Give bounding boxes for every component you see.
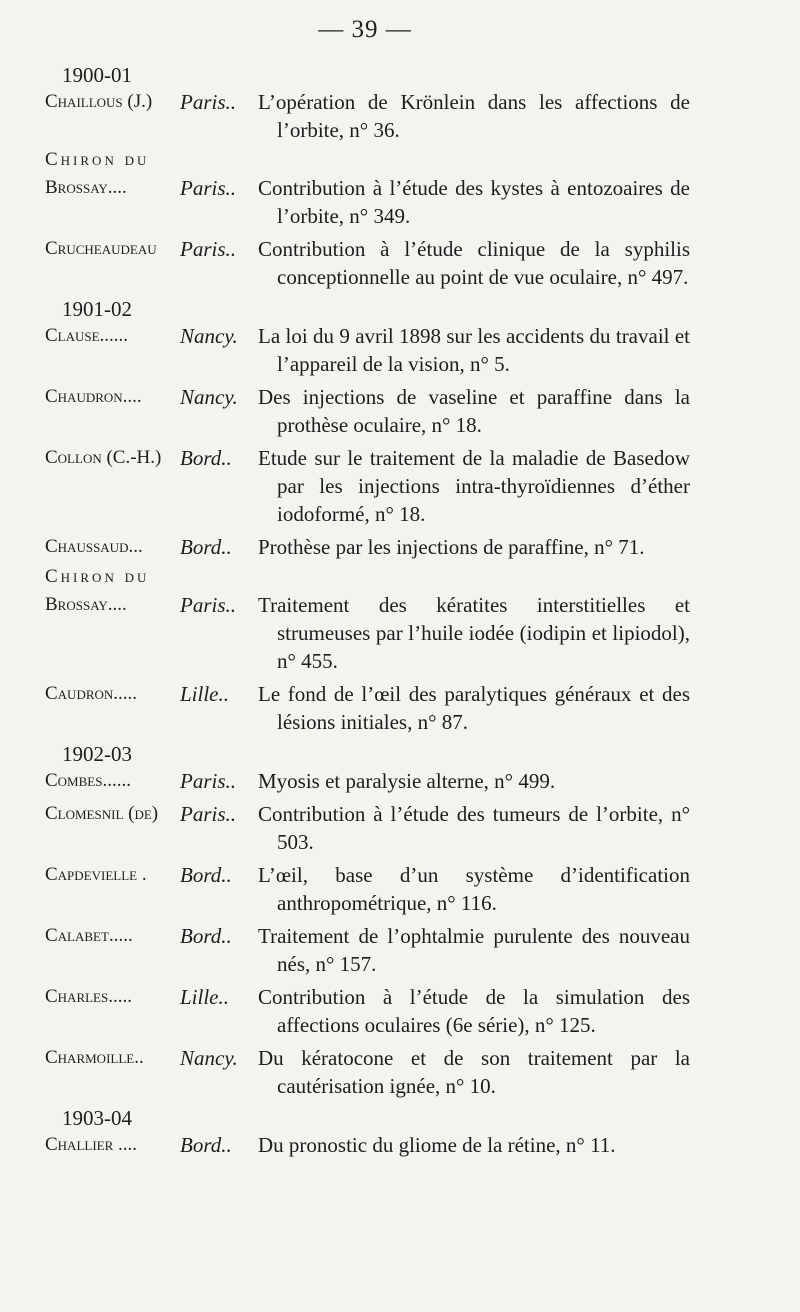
list-item [40, 1044, 690, 1100]
thesis-title: La loi du 9 avril 1898 sur les accidents du travail et l’appareil de la vision, n° 5. [258, 324, 690, 376]
author: Clause...... [45, 325, 129, 346]
city: Lille.. [180, 682, 230, 706]
city: Nancy. [180, 324, 238, 348]
city: Paris.. [180, 802, 237, 826]
page-number: — 39 — [318, 16, 412, 43]
author [45, 563, 185, 619]
thesis-title: Du pronostic du gliome de la rétine, n° 11. [258, 1133, 616, 1157]
thesis-title: Contribution à l’étude de la simulation des affections oculaires (6e série), n° 125. [258, 985, 690, 1037]
city: Paris.. [180, 237, 237, 261]
list-item [40, 861, 690, 917]
author: Challier .... [45, 1134, 138, 1155]
author: Combes...... [45, 770, 131, 791]
author: Chaussaud... [45, 536, 143, 557]
city: Bord.. [180, 863, 232, 887]
author: Capdevielle . [45, 864, 147, 885]
author: Clomesnil (de) [45, 803, 159, 824]
author [45, 146, 185, 202]
city: Bord.. [180, 446, 232, 470]
thesis-title: Contribution à l’étude clinique de la syphilis conceptionnelle au point de vue oculaire, n° 497. [258, 237, 690, 289]
thesis-title: Contribution à l’étude des tumeurs de l’orbite, n° 503. [258, 802, 690, 854]
thesis-title: Du kératocone et de son traitement par la cautérisation ignée, n° 10. [258, 1046, 690, 1098]
thesis-list [40, 60, 690, 1164]
list-item [40, 1131, 690, 1159]
thesis-title: Le fond de l’œil des paralytiques généraux et des lésions initiales, n° 87. [258, 682, 690, 734]
city: Lille.. [180, 985, 230, 1009]
thesis-title: Des injections de vaseline et paraffine dans la prothèse oculaire, n° 18. [258, 385, 690, 437]
thesis-title: Prothèse par les injections de paraffine, n° 71. [258, 535, 645, 559]
author: Chaudron.... [45, 386, 142, 407]
thesis-title: Contribution à l’étude des kystes à entozoaires de l’orbite, n° 349. [258, 176, 690, 228]
thesis-title: L’opération de Krönlein dans les affections de l’orbite, n° 36. [258, 90, 690, 142]
author-line-2: Brossay.... [45, 594, 127, 615]
author-line-2: Brossay.... [45, 177, 127, 198]
thesis-title: L’œil, base d’un système d’identification anthropométrique, n° 116. [258, 863, 690, 915]
city: Paris.. [180, 769, 237, 793]
year-heading: 1901-02 [62, 297, 132, 321]
year-heading: 1900-01 [62, 63, 132, 87]
city: Paris.. [180, 176, 237, 200]
author: Calabet..... [45, 925, 133, 946]
list-item [40, 767, 690, 795]
list-item [40, 235, 690, 291]
thesis-title: Traitement de l’ophtalmie purulente des nouveau nés, n° 157. [258, 924, 690, 976]
thesis-title: Myosis et paralysie alterne, n° 499. [258, 769, 556, 793]
list-item [40, 922, 690, 978]
year-heading: 1903-04 [62, 1106, 132, 1130]
list-item [40, 88, 690, 144]
author: Crucheaudeau [45, 238, 157, 259]
year-heading: 1902-03 [62, 742, 132, 766]
author: Collon (C.-H.) [45, 447, 162, 468]
author: Chaillous (J.) [45, 91, 153, 112]
city: Nancy. [180, 1046, 238, 1070]
city: Bord.. [180, 1133, 232, 1157]
author: Charles..... [45, 986, 132, 1007]
list-item [40, 149, 690, 230]
list-item [40, 983, 690, 1039]
author: Charmoille.. [45, 1047, 144, 1068]
list-item [40, 322, 690, 378]
list-item [40, 566, 690, 675]
author-line-1: Chiron du [45, 566, 150, 587]
list-item [40, 383, 690, 439]
list-item [40, 800, 690, 856]
list-item [40, 680, 690, 736]
list-item [40, 533, 690, 561]
city: Nancy. [180, 385, 238, 409]
thesis-title: Etude sur le traitement de la maladie de Basedow par les injections intra-thyroïdiennes d’éther iodoformé, n° 18. [258, 446, 690, 526]
author: Caudron..... [45, 683, 138, 704]
author-line-1: Chiron du [45, 149, 150, 170]
city: Paris.. [180, 593, 237, 617]
city: Bord.. [180, 535, 232, 559]
thesis-title: Traitement des kératites interstitielles et strumeuses par l’huile iodée (iodipin et lipiodol), n° 455. [258, 593, 690, 673]
city: Paris.. [180, 90, 237, 114]
list-item [40, 444, 690, 528]
city: Bord.. [180, 924, 232, 948]
